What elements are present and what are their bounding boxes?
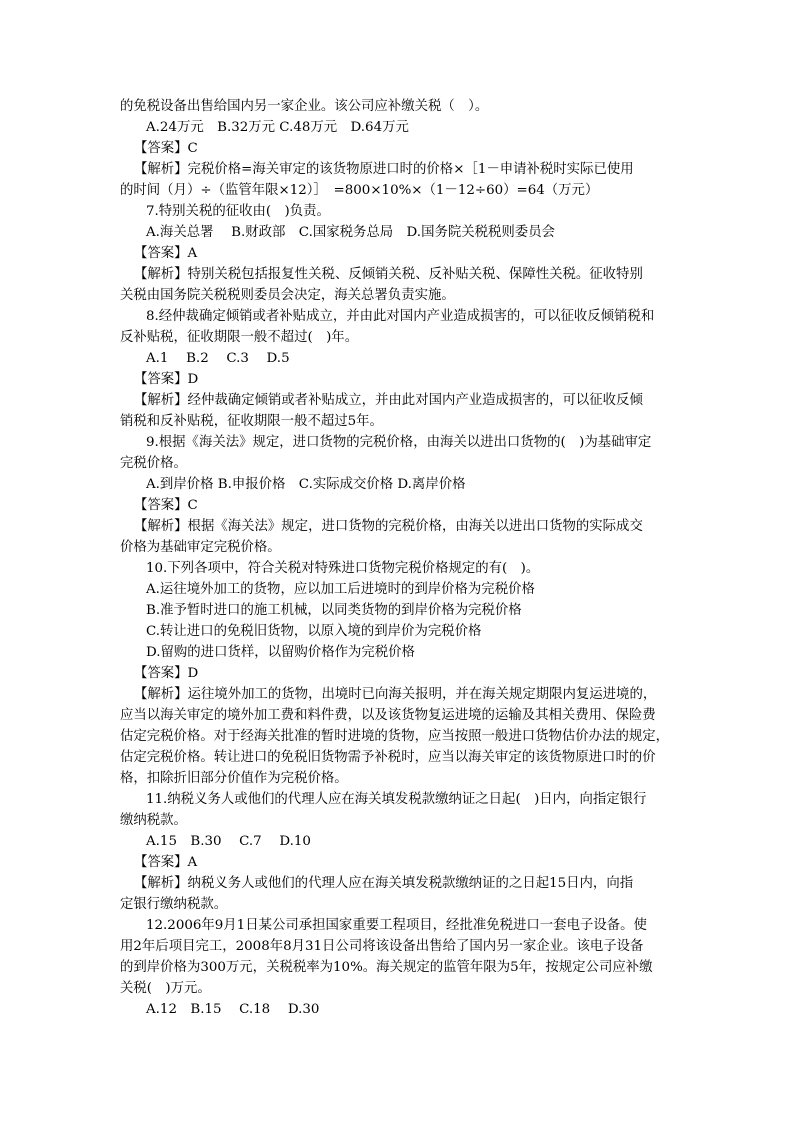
question-options: A.15 B.30 C.7 D.10 — [146, 834, 311, 849]
question-options: A.海关总署 B.财政部 C.国家税务总局 D.国务院关税税则委员会 — [146, 225, 555, 240]
answer-line: 【答案】A — [134, 855, 198, 870]
text-line: 用2年后项目完工，2008年8月31日公司将该设备出售给了国内另一家企业。该电子设备 — [120, 939, 644, 954]
question-option: B.准予暂时进口的施工机械，以同类货物的到岸价格为完税价格 — [146, 603, 522, 618]
answer-line: 【答案】C — [134, 498, 198, 513]
explanation-line: 【解析】根据《海关法》规定，进口货物的完税价格，由海关以进出口货物的实际成交 — [134, 519, 643, 534]
question-options: A.1 B.2 C.3 D.5 — [146, 351, 290, 366]
text-line: 定银行缴纳税款。 — [120, 897, 228, 912]
question-stem: 10.下列各项中，符合关税对特殊进口货物完税价格规定的有( )。 — [146, 561, 540, 576]
question-options: A.到岸价格 B.申报价格 C.实际成交价格 D.离岸价格 — [146, 477, 466, 492]
question-option: C.转让进口的免税旧货物，以原入境的到岸价为完税价格 — [146, 624, 482, 639]
question-stem: 7.特别关税的征收由( )负责。 — [146, 204, 330, 219]
text-line: 销税和反补贴税，征收期限一般不超过5年。 — [120, 414, 383, 429]
answer-line: 【答案】C — [134, 141, 198, 156]
text-line: 的时间（月）÷（监管年限×12）］ =800×10%×（1－12÷60）=64（万元） — [120, 183, 599, 198]
question-option: A.运往境外加工的货物，应以加工后进境时的到岸价格为完税价格 — [146, 582, 535, 597]
text-line: 关税由国务院关税税则委员会决定，海关总署负责实施。 — [120, 288, 455, 303]
text-line: 价格为基础审定完税价格。 — [120, 540, 281, 555]
question-options: A.24万元 B.32万元 C.48万元 D.64万元 — [146, 120, 409, 135]
question-options: A.12 B.15 C.18 D.30 — [146, 1002, 320, 1017]
text-line: 完税价格。 — [120, 456, 187, 471]
text-line: 的免税设备出售给国内另一家企业。该公司应补缴关税（ ）。 — [120, 99, 489, 114]
text-line: 的到岸价格为300万元，关税税率为10%。海关规定的监管年限为5年，按规定公司应补缴 — [120, 960, 653, 975]
text-line: 反补贴税，征收期限一般不超过( )年。 — [120, 330, 359, 345]
question-stem: 8.经仲裁确定倾销或者补贴成立，并由此对国内产业造成损害的，可以征收反倾销税和 — [146, 309, 655, 324]
explanation-line: 【解析】运往境外加工的货物，出境时已向海关报明，并在海关规定期限内复运进境的， — [134, 687, 657, 702]
explanation-line: 【解析】特别关税包括报复性关税、反倾销关税、反补贴关税、保障性关税。征收特别 — [134, 267, 643, 282]
text-line: 缴纳税款。 — [120, 813, 187, 828]
explanation-line: 【解析】完税价格=海关审定的该货物原进口时的价格×［1－申请补税时实际已使用 — [134, 162, 634, 177]
explanation-line: 【解析】经仲裁确定倾销或者补贴成立，并由此对国内产业造成损害的，可以征收反倾 — [134, 393, 643, 408]
text-line: 估定完税价格。对于经海关批准的暂时进境的货物，应当按照一般进口货物估价办法的规定， — [120, 729, 670, 744]
question-stem: 12.2006年9月1日某公司承担国家重要工程项目，经批准免税进口一套电子设备。使 — [146, 918, 647, 933]
answer-line: 【答案】D — [134, 666, 199, 681]
answer-line: 【答案】D — [134, 372, 199, 387]
question-option: D.留购的进口货样，以留购价格作为完税价格 — [146, 645, 415, 660]
explanation-line: 【解析】纳税义务人或他们的代理人应在海关填发税款缴纳证的之日起15日内，向指 — [134, 876, 634, 891]
question-stem: 9.根据《海关法》规定，进口货物的完税价格，由海关以进出口货物的( )为基础审定 — [146, 435, 652, 450]
answer-line: 【答案】A — [134, 246, 198, 261]
text-line: 应当以海关审定的境外加工费和料件费，以及该货物复运进境的运输及其相关费用、保险费 — [120, 708, 656, 723]
question-stem: 11.纳税义务人或他们的代理人应在海关填发税款缴纳证之日起( )日内，向指定银行 — [146, 792, 647, 807]
text-line: 格，扣除折旧部分价值作为完税价格。 — [120, 771, 348, 786]
text-line: 关税( )万元。 — [120, 981, 211, 996]
text-line: 估定完税价格。转让进口的免税旧货物需予补税时，应当以海关审定的该货物原进口时的价 — [120, 750, 656, 765]
